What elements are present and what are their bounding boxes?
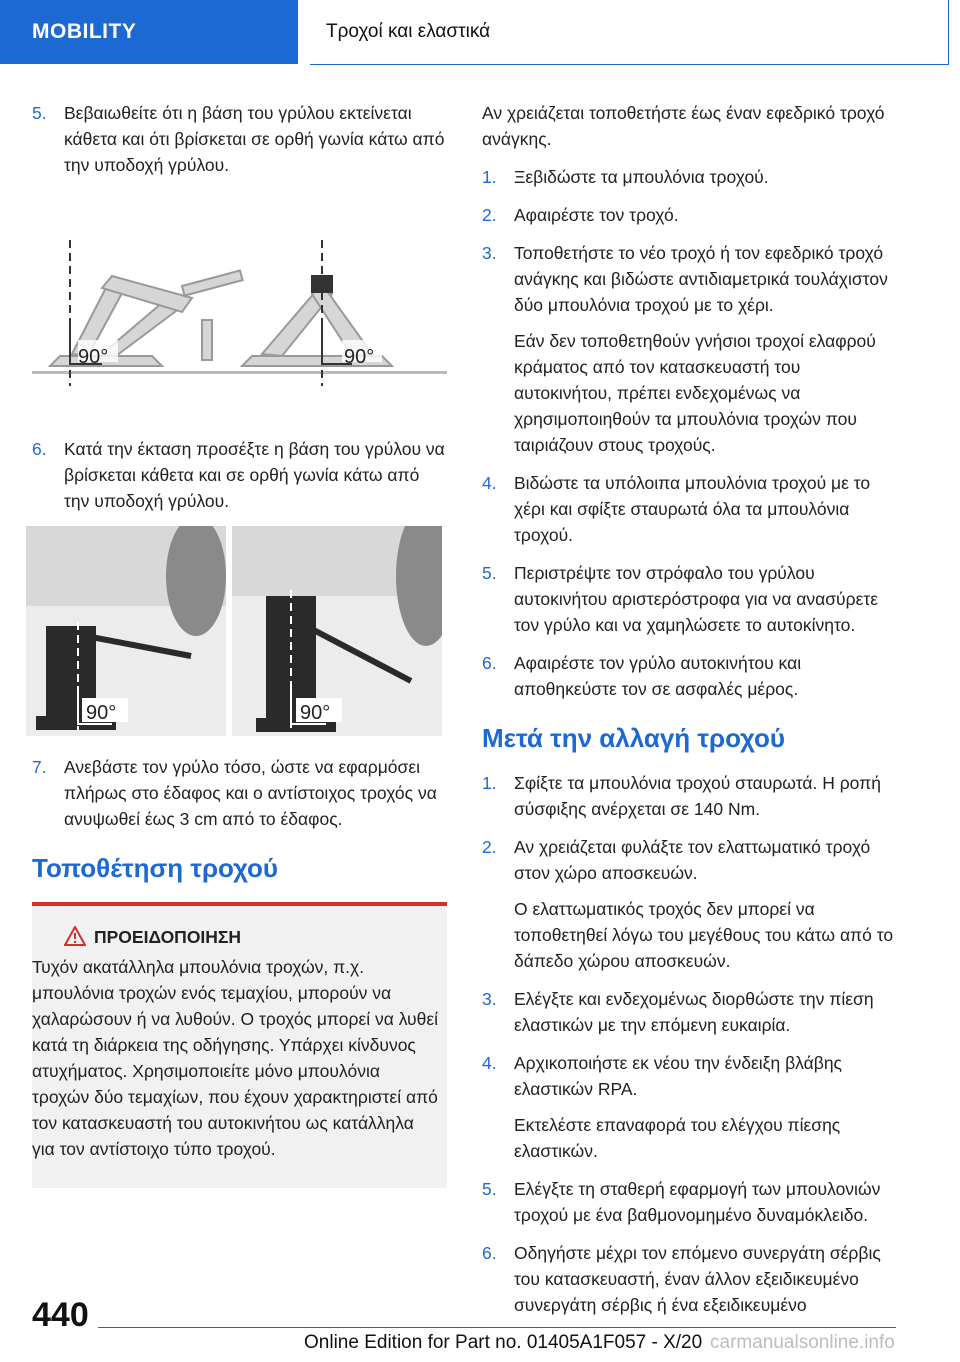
step-item [482, 470, 902, 548]
step-text: Αφαιρέστε τον γρύλο αυτοκινήτου και αποθηκεύστε τον σε ασφαλές μέρος. [514, 653, 802, 699]
step-item [32, 436, 447, 514]
step-number: 2. [482, 205, 497, 225]
step-text: Ελέγξτε τη σταθερή εφαρμογή των μπουλονιών τροχού με ένα βαθμονομημένο δυναμόκλειδο. [514, 1179, 881, 1225]
footer-divider [98, 1327, 896, 1328]
step-item [482, 1176, 902, 1228]
warning-header [32, 924, 439, 950]
angle-label: 90° [78, 346, 109, 368]
step-text: Αφαιρέστε τον τροχό. [514, 205, 679, 225]
step-number: 4. [482, 473, 497, 493]
step-item [482, 560, 902, 638]
step-number: 6. [32, 439, 47, 459]
step-item [482, 770, 902, 822]
warning-text: Τυχόν ακατάλληλα μπουλόνια τροχών, π.χ. μπουλόνια τροχών ενός τεμαχίου, μπορούν να χαλαρώσουν ή να λυθούν. Ο τροχός μπορεί να λυθεί κατά τη διάρκεια της οδήγησης. Υπάρχει κίνδυνος ατυχήματος. Χρησιμοποιείτε μόνο μπουλόνια τροχών δύο τεμαχίων, που έχουν χαρακτηριστεί από τον κατασκευαστή του αυτοκινήτου ως κατάλληλα για τον αντίστοιχο τύπο τροχού. [32, 957, 439, 1159]
step-text: Οδηγήστε μέχρι τον επόμενο συνεργάτη σέρβις του κατασκευαστή, έναν άλλον εξειδικευμένο συνεργάτη σέρβις ή ένα εξειδικευμένο [514, 1243, 881, 1315]
step-number: 1. [482, 167, 497, 187]
warning-triangle-icon [64, 926, 86, 946]
step-number: 2. [482, 837, 497, 857]
step-text: Ανεβάστε τον γρύλο τόσο, ώστε να εφαρμόσει πλήρως στο έδαφος και ο αντίστοιχος τροχός να ανυψωθεί έως 3 cm από το έδαφος. [64, 757, 437, 829]
jack-figure-2 [26, 526, 442, 736]
step-item [482, 834, 902, 974]
scissor-jack-illustration [32, 236, 447, 396]
step-number: 7. [32, 757, 47, 777]
angle-label: 90° [86, 702, 117, 724]
chapter-title: Τροχοί και ελαστικά [326, 21, 491, 42]
step-text: Αρχικοποιήστε εκ νέου την ένδειξη βλάβης ελαστικών RPA. [514, 1053, 842, 1099]
step-item [32, 754, 447, 832]
left-column [32, 100, 447, 1188]
step-number: 5. [482, 1179, 497, 1199]
edition-text: Online Edition for Part no. 01405A1F057 - X/20 [304, 1332, 703, 1353]
step-number: 5. [32, 103, 47, 123]
step-text: Ελέγξτε και ενδεχομένως διορθώστε την πίεση ελαστικών με την επόμενη ευκαιρία. [514, 989, 874, 1035]
step-text: Περιστρέψτε τον στρόφαλο του γρύλου αυτοκινήτου αριστερόστροφα για να ανασύρετε τον γρύλο και να χαμηλώσετε το αυτοκίνητο. [514, 563, 879, 635]
section-heading: Τοποθέτηση τροχού [32, 853, 279, 883]
jack-figure-1 [32, 218, 447, 418]
watermark: carmanualsonline.info [710, 1332, 895, 1353]
step-note: Εκτελέστε επαναφορά του ελέγχου πίεσης ελαστικών. [514, 1115, 841, 1161]
chapter-header [310, 0, 949, 65]
step-text: Σφίξτε τα μπουλόνια τροχού σταυρωτά. Η ροπή σύσφιξης ανέρχεται σε 140 Nm. [514, 773, 881, 819]
page-number: 440 [32, 1296, 89, 1334]
step-number: 1. [482, 773, 497, 793]
section-tab [0, 0, 298, 64]
step-number: 4. [482, 1053, 497, 1073]
step-text: Ξεβιδώστε τα μπουλόνια τροχού. [514, 167, 769, 187]
step-number: 3. [482, 243, 497, 263]
step-text: Βιδώστε τα υπόλοιπα μπουλόνια τροχού με το χέρι και σφίξτε σταυρωτά όλα τα μπουλόνια τροχού. [514, 473, 871, 545]
warning-box [32, 902, 447, 1188]
step-item [482, 202, 902, 228]
step-number: 3. [482, 989, 497, 1009]
intro-text: Αν χρειάζεται τοποθετήστε έως έναν εφεδρικό τροχό ανάγκης. [482, 103, 885, 149]
step-number: 6. [482, 1243, 497, 1263]
step-text: Βεβαιωθείτε ότι η βάση του γρύλου εκτείνεται κάθετα και ότι βρίσκεται σε ορθή γωνία κάτω από την υποδοχή γρύλου. [64, 103, 445, 175]
step-note: Εάν δεν τοποθετηθούν γνήσιοι τροχοί ελαφρού κράματος από τον κατασκευαστή του αυτοκινήτου, πρέπει ενδεχομένως να χρησιμοποιηθούν τα μπουλόνια τροχών που ταιριάζουν στους τροχούς. [514, 331, 876, 455]
step-item [482, 1050, 902, 1164]
step-item [482, 986, 902, 1038]
step-number: 5. [482, 563, 497, 583]
section-heading: Μετά την αλλαγή τροχού [482, 723, 786, 753]
step-item [32, 100, 447, 178]
section-label: MOBILITY [32, 20, 137, 43]
angle-label: 90° [344, 346, 375, 368]
step-text: Τοποθετήστε το νέο τροχό ή τον εφεδρικό τροχό ανάγκης και βιδώστε αντιδιαμετρικά τουλάχιστον δύο μπουλόνια τροχού με το χέρι. [514, 243, 888, 315]
angle-label: 90° [300, 702, 331, 724]
step-item [482, 164, 902, 190]
step-text: Κατά την έκταση προσέξτε η βάση του γρύλου να βρίσκεται κάθετα και σε ορθή γωνία κάτω από την υποδοχή γρύλου. [64, 439, 445, 511]
step-number: 6. [482, 653, 497, 673]
right-column [482, 100, 902, 1330]
step-text: Αν χρειάζεται φυλάξτε τον ελαττωματικό τροχό στον χώρο αποσκευών. [514, 837, 871, 883]
step-note: Ο ελαττωματικός τροχός δεν μπορεί να τοποθετηθεί λόγω του μεγέθους του κάτω από το δάπεδο χώρου αποσκευών. [514, 899, 894, 971]
warning-title: ΠΡΟΕΙΔΟΠΟΙΗΣΗ [94, 927, 242, 947]
step-item [482, 240, 902, 458]
step-item [482, 1240, 902, 1318]
step-item [482, 650, 902, 702]
